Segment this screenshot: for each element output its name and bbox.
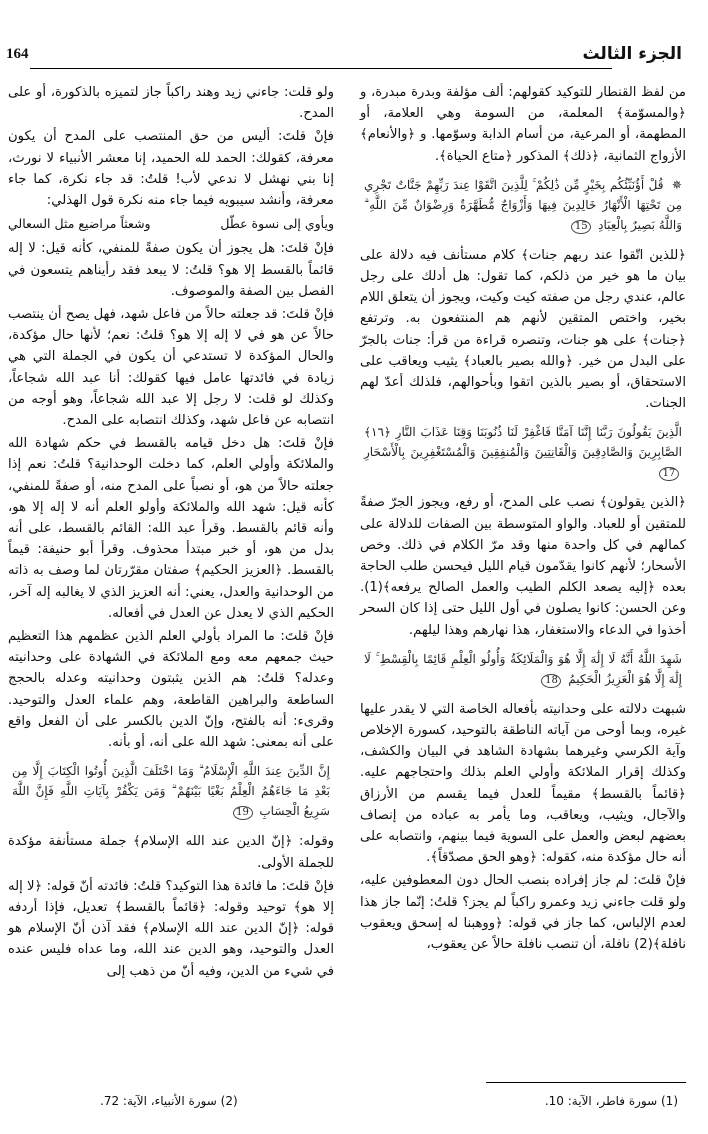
left-column — [8, 82, 334, 984]
paragraph: فإنْ قلتَ: ما المراد بأولي العلم الذين عظمهم هذا التعظيم حيث جمعهم معه ومع الملائكة في الشهادة على وحدانيته وعدله؟ قلتُ: هم الذين يثبتون وحدانيته وعدله بالحجج الساطعة والبراهين القاطعة، وهم علماء العدل والتوحيد. وقرىء: أنه بالفتح، وإنّ الدين بالكسر على أن الفعل واقع على أنه بمعنى: شهد الله على أنه، أو بأنه. — [8, 629, 334, 751]
quran-verse — [360, 649, 686, 689]
poem-verse — [8, 213, 334, 234]
paragraph: فإنْ قلتَ: قد جعلته حالاً من فاعل شهد، فهل يصح أن ينتصب حالاً عن هو في لا إله إلا هو؟ قلتُ: نعم؛ لأنها حال مؤكدة، والحال المؤكدة لا تستدعي أن يكون في الجملة التي هي زيادة في فائدتها عامل فيها كقولك: أنا عبد الله شجاعاً، وكذلك لو قلت: لا رجل إلا عبد الله شجاعاً، وهو أوجه من انتصابه عن فاعل شهد، وكذلك انتصابه على المدح. — [8, 307, 334, 429]
footnote-1: (1) سورة فاطر، الآية: 10. — [544, 1094, 678, 1108]
footnote-rule — [486, 1082, 686, 1083]
paragraph: ولو قلت: جاءني زيد وهند راكباً جاز لتميزه بالذكورة، أو على المدح. — [8, 85, 334, 122]
paragraph: من لفظ القنطار للتوكيد كقولهم: ألف مؤلفة وبدرة مبدرة، و ﴿والمسوّمة﴾ المعلمة، من السومة وهي العلامة، أو المطهمة، أو المرعية، من أسام الدابة وسوّمها. و ﴿والأنعام﴾ الأزواج الثمانية، ﴿ذلك﴾ المذكور ﴿متاع الحياة﴾. — [360, 85, 686, 164]
poem-hemistich-first: ويأوي إلى نسوة عطّل — [220, 216, 334, 232]
paragraph: فإنْ قلتَ: هل دخل قيامه بالقسط في حكم شهادة الله والملائكة وأولي العلم، كما دخلت الوحدانية؟ قلتُ: نعم إذا جعلته حالاً من هو، أو نصباً على المدح منه، أو صفةً للمنفي، كأنه قيل: شهد الله والملائكة وأولو العلم أنه لا إله إلا هو، وأنه قائم بالقسط. وقرأ عبد الله: القائم بالقسط، على أنه بدل من هو، أو خبر مبتدأ محذوف. وقرأ أبو حنيفة: قيماً بالقسط. ﴿العزيز الحكيم﴾ صفتان مقرّرتان لما وصف به ذاته من الوحدانية والعدل، يعني: أنه العزيز الذي لا يغالبه إله آخر، الحكيم الذي لا يعدل عن العدل في أفعاله. — [8, 436, 334, 621]
verse-number: 17 — [659, 467, 679, 481]
verse-text: قُلْ أَؤُنَبِّئُكُم بِخَيْرٍ مِّن ذَٰلِكُمْ ۚ لِلَّذِينَ اتَّقَوْا عِندَ رَبِّهِمْ جَنَّاتٌ تَجْرِي مِن تَحْتِهَا الْأَنْهَارُ خَالِدِينَ فِيهَا وَأَزْوَاجٌ مُّطَهَّرَةٌ وَرِضْوَانٌ مِّنَ اللَّهِ ۗ وَاللَّهُ بَصِيرٌ بِالْعِبَادِ — [364, 177, 682, 232]
verse-number: 18 — [541, 674, 561, 688]
quran-verse — [8, 761, 334, 821]
paragraph: فإنْ قلتَ: ما فائدة هذا التوكيد؟ قلتُ: فائدته أنّ قوله: ﴿لا إله إلا هو﴾ توحيد وقوله: ﴿قائماً بالقسط﴾ تعديل، فإذا أردفه قوله: ﴿إنّ الدين عند الله الإسلام﴾ فقد آذن أنّ الإسلام هو العدل والتوحيد، وهو الدين عند الله، وما عداه فليس عنده في شيء من الدين، وفيه أنّ من ذهب إلى — [8, 878, 334, 979]
paragraph: فإنْ قلتَ: أليس من حق المنتصب على المدح أن يكون معرفة، كقولك: الحمد لله الحميد، إنا معشر الأنبياء لا نورث، إنا بني نهشل لا ندعي لأب! قلتُ: قد جاء نكرة، كما جاء معرفة، وأنشد سيبويه فيما جاء منه نكرة قول الهذلي: — [8, 129, 334, 209]
footnote-2: (2) سورة الأنبياء، الآية: 72. — [100, 1094, 238, 1108]
header-rule — [30, 68, 612, 69]
star-icon: ✵ — [671, 177, 682, 192]
paragraph: فإنْ قلتَ: لم جاز إفراده بنصب الحال دون المعطوفين عليه، ولو قلت جاءني زيد وعمرو راكباً لم يجز؟ قلتُ: إنّما جاز هذا لعدم الإلباس، كما جاز في قوله: ﴿ووهبنا له إسحق ويعقوب نافلة﴾(2) نافلة، أن تنصب نافلة حالاً عن يعقوب، — [360, 873, 686, 953]
part-title: الجزء الثالث — [582, 44, 682, 64]
page-number: 164 — [6, 46, 29, 62]
paragraph: ﴿الذين يقولون﴾ نصب على المدح، أو رفع، ويجوز الجرّ صفةً للمتقين أو للعباد. والواو المتوسطة بين الصفات للدلالة على كمالهم في كل واحدة منها وقد مرّ الكلام في ذلك. وخص الأسحار؛ لأنهم كانوا يقدّمون قيام الليل فيحسن طلب الحاجة بعده ﴿إليه يصعد الكلم الطيب والعمل الصالح يرفعه﴾(1). وعن الحسن: كانوا يصلون في أول الليل حتى إذا كان السحر أخذوا في الدعاء والاستغفار، هذا نهارهم وهذا ليلهم. — [360, 495, 686, 638]
verse-text: إِنَّ الدِّينَ عِندَ اللَّهِ الْإِسْلَامُ ۗ وَمَا اخْتَلَفَ الَّذِينَ أُوتُوا الْكِتَابَ إِلَّا مِن بَعْدِ مَا جَاءَهُمُ الْعِلْمُ بَغْيًا بَيْنَهُمْ ۗ وَمَن يَكْفُرْ بِآيَاتِ اللَّهِ فَإِنَّ اللَّهَ سَرِيعُ الْحِسَابِ — [12, 764, 330, 819]
poem-hemistich-second: وشعثاً مراضيع مثل السعالي — [8, 216, 151, 232]
verse-number: 19 — [233, 806, 253, 820]
footnotes — [30, 1094, 678, 1114]
page-header — [6, 44, 682, 70]
paragraph: فإنْ قلتَ: هل يجوز أن يكون صفةً للمنفي، كأنه قيل: لا إله قائماً بالقسط إلا هو؟ قلتُ: لا يبعد فقد رأيناهم يتسعون في الفصل بين الصفة والموصوف. — [8, 241, 334, 299]
verse-number: 15 — [571, 220, 591, 234]
paragraph: شبهت دلالته على وحدانيته بأفعاله الخاصة التي لا يقدر عليها غيره، وبما أوحى من آياته الناطقة بالتوحيد، كسورة الإخلاص وآية الكرسي وغيرهما بشهادة الشاهد في البيان والكشف، وكذلك إقرار الملائكة وأولي العلم بذلك واحتجاجهم عليه. ﴿قائماً بالقسط﴾ مقيماً للعدل فيما يقسم من الأرزاق والآجال، ويثيب، ويعاقب، وما يأمر به عباده من إنصاف بعضهم لبعض والعمل على السوية فيما بينهم، وانتصابه على أنه حال مؤكدة منه، كقوله: ﴿وهو الحق مصدّقاً﴾. — [360, 701, 686, 866]
right-column — [360, 82, 686, 957]
quran-verse — [360, 175, 686, 235]
quran-verse — [360, 422, 686, 482]
verse-text: الَّذِينَ يَقُولُونَ رَبَّنَا إِنَّنَا آمَنَّا فَاغْفِرْ لَنَا ذُنُوبَنَا وَقِنَا عَذَابَ النَّارِ ﴿١٦﴾ الصَّابِرِينَ وَالصَّادِقِينَ وَالْقَانِتِينَ وَالْمُنفِقِينَ وَالْمُسْتَغْفِرِينَ بِالْأَسْحَارِ — [364, 425, 682, 460]
verse-text: شَهِدَ اللَّهُ أَنَّهُ لَا إِلَٰهَ إِلَّا هُوَ وَالْمَلَائِكَةُ وَأُولُو الْعِلْمِ قَائِمًا بِالْقِسْطِ ۚ لَا إِلَٰهَ إِلَّا هُوَ الْعَزِيزُ الْحَكِيمُ — [364, 651, 682, 686]
paragraph: وقوله: ﴿إنّ الدين عند الله الإسلام﴾ جملة مستأنفة مؤكدة للجملة الأولى. — [8, 834, 334, 871]
paragraph: ﴿للذين اتّقوا عند ربهم جنات﴾ كلام مستأنف فيه دلالة على بيان ما هو خير من ذلكم، كما تقول: هل أدلك على رجل عالم، عندي رجل من صفته كيت وكيت، ويجوز أن يتعلق اللام بخير، واختص المتقين لأنهم هم المنتفعون به. وترتفع ﴿جنات﴾ على هو جنات، وتنصره قراءة من قرأ: جنات بالجرّ على البدل من خير. ﴿والله بصير بالعباد﴾ يثيب ويعاقب على الاستحقاق، أو بصير بالذين اتقوا وبأحوالهم، فلذلك أعدّ لهم الجنات. — [360, 247, 686, 412]
